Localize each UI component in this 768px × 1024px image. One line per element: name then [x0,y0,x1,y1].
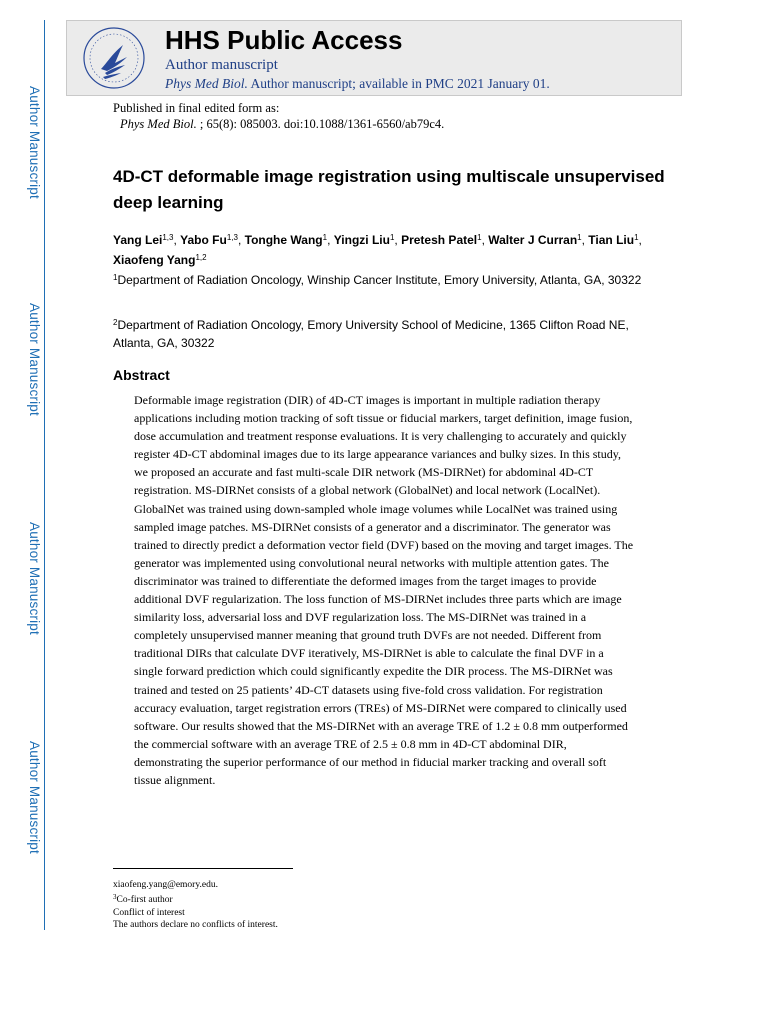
margin-label: Author Manuscript [27,522,42,635]
author-name: Tian Liu [588,233,635,247]
affiliation [113,314,658,352]
margin-label: Author Manuscript [27,86,42,199]
margin-label: Author Manuscript [27,303,42,416]
author-affil-sup: 1 [634,233,639,242]
author-affil-sup: 1 [389,233,395,242]
author-name: Yingzi Liu [333,233,390,247]
cofirst-text: Co-first author [116,895,173,905]
author-name: Yabo Fu [180,233,227,247]
margin-label: Author Manuscript [27,741,42,854]
coi-heading: Conflict of interest [113,908,185,918]
author-name: Yang Lei [113,233,163,247]
availability-text: Author manuscript; available in PMC 2021 January 01. [247,76,550,91]
journal-availability [165,76,550,92]
affiliation [113,269,658,289]
author-affil-sup: 1,2 [195,253,207,262]
author-name: Xiaofeng Yang [113,253,196,267]
journal-name: Phys Med Biol. [165,76,248,91]
hhs-eagle-seal-icon [81,25,147,91]
author-list: Yang Lei$^{1,3}$, Yabo Fu$^{1,3}$, Tonghe Wang$^1$, Yingzi Liu$^1$, Pretesh Patel$^1$, Walter J Curran$^1$, Tian Liu$^1$, Xiaofeng Yang$^{1,2}$ [113,233,642,267]
abstract-text: Deformable image registration (DIR) of 4D-CT images is important in multiple radiation therapy applications including motion tracking of soft tissue or fiducial markers, target definition, image fusion, dose accumulation and treatment response evaluations. It is very challenging to accurately and quickly register 4D-CT abdominal images due to its large appearance variances and bulky sizes. In this study, we proposed an accurate and fast multi-scale DIR network (MS-DIRNet) for abdominal 4D-CT registration. MS-DIRNet consists of a global network (GlobalNet) and local network (LocalNet). GlobalNet was trained using down-sampled whole image volumes while LocalNet was trained using sampled image patches. MS-DIRNet consists of a generator and a discriminator. The generator was trained to directly predict a deformation vector field (DVF) based on the moving and target images. The generator was implemented using convolutional neural networks with multiple attention gates. The discriminator was trained to differentiate the deformed images from the target images to provide additional DVF regularization. The loss function of MS-DIRNet includes three parts which are image similarity loss, adversarial loss and DVF regularization loss. The MS-DIRNet was trained in a completely unsupervised manner meaning that ground truth DVFs are not needed. Different from traditional DIRs that calculate DVF iteratively, MS-DIRNet is able to calculate the final DVF in a single forward prediction which could significantly expedite the DIR process. The MS-DIRNet was trained and tested on 25 patients’ 4D-CT datasets using five-fold cross validation. For registration accuracy evaluation, target registration errors (TREs) of MS-DIRNet were compared to clinically used software. Our results showed that the MS-DIRNet with an average TRE of 1.2 ± 0.8 mm outperformed the commercial software with an average TRE of 2.5 ± 0.8 mm in 4D-CT abdominal DIR, demonstrating the superior performance of our method in fiducial marker tracking and overall soft tissue alignment. [134,393,634,787]
coi-text: The authors declare no conflicts of interest. [113,920,278,930]
cofirst-sup: 3 [113,893,117,901]
author-name: Pretesh Patel [401,233,478,247]
manuscript-label: Author manuscript [165,57,278,73]
published-label: Published in final edited form as: [113,101,280,115]
cofirst-footnote [113,891,173,906]
author-name: Tonghe Wang [244,233,323,247]
paper-title: 4D-CT deformable image registration using multiscale unsupervised deep learning [113,167,665,212]
author-affil-sup: 1,3 [226,233,238,242]
affiliation-sup: 1 [113,273,118,282]
author-affil-sup: 1 [477,233,482,242]
affiliation-text: Department of Radiation Oncology, Winship Cancer Institute, Emory University, Atlanta, GA, 30322 [117,273,642,287]
citation [120,117,444,132]
hhs-header-banner [66,20,682,96]
affiliation-sup: 2 [113,318,118,327]
margin-rule [44,20,45,930]
hhs-title: HHS Public Access [165,25,403,55]
author-name: Walter J Curran [488,233,578,247]
affiliation-text: Department of Radiation Oncology, Emory University School of Medicine, 1365 Clifton Road NE, Atlanta, GA, 30322 [113,318,629,350]
footnote-rule [113,868,293,869]
author-affil-sup: 1 [322,233,328,242]
citation-details: ; 65(8): 085003. doi:10.1088/1361-6560/ab79c4. [196,117,445,131]
corresponding-email: xiaofeng.yang@emory.edu. [113,880,218,890]
author-affil-sup: 1,3 [162,233,174,242]
abstract-heading: Abstract [113,367,170,383]
author-affil-sup: 1 [577,233,582,242]
citation-journal: Phys Med Biol. [120,117,197,131]
